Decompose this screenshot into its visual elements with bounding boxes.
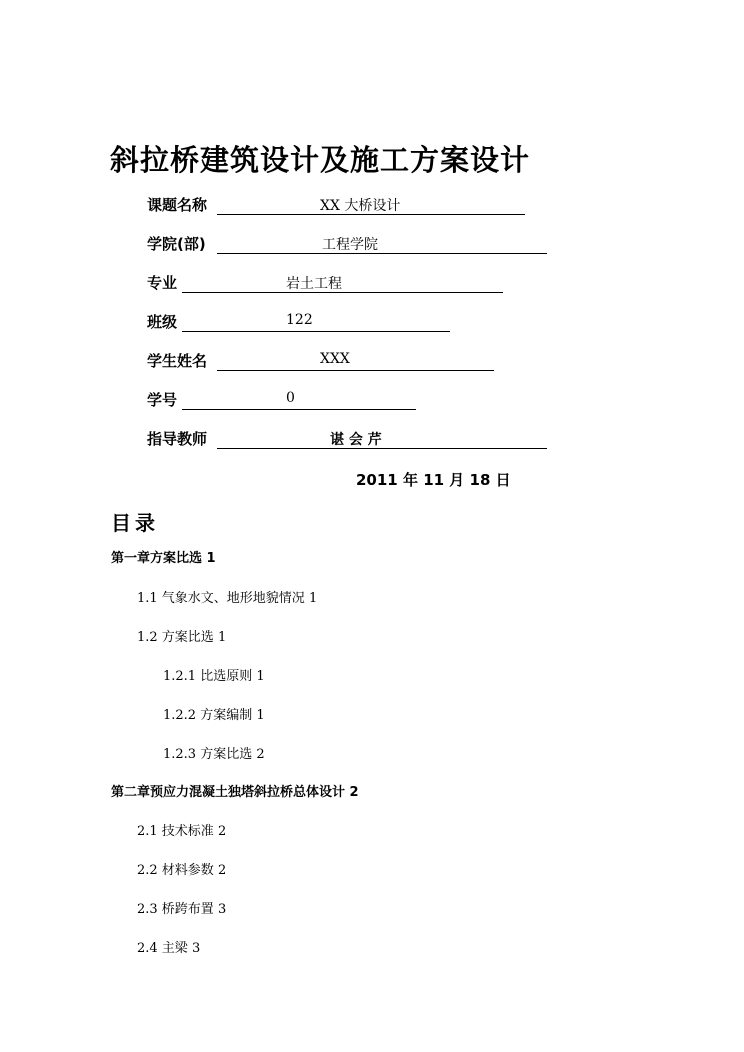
toc-item[interactable]: 1.2.3 方案比选 2 [163, 747, 265, 762]
toc-heading: 目录 [111, 511, 159, 535]
field-value: 谌 会 芹 [330, 432, 382, 448]
field-value: XX 大桥设计 [320, 198, 401, 214]
toc-item[interactable]: 1.2.1 比选原则 1 [163, 669, 265, 684]
underline [217, 253, 547, 254]
toc-item[interactable]: 2.3 桥跨布置 3 [137, 902, 227, 917]
field-value: 工程学院 [322, 237, 378, 253]
underline [182, 331, 450, 332]
field-value: XXX [320, 351, 350, 367]
field-label: 指导教师 [147, 430, 208, 448]
underline [182, 292, 503, 293]
field-label: 专业 [147, 274, 178, 292]
underline [217, 448, 547, 449]
field-value: 122 [286, 312, 313, 328]
toc-item[interactable]: 1.2.2 方案编制 1 [163, 708, 265, 723]
toc-item[interactable]: 第二章预应力混凝土独塔斜拉桥总体设计 2 [111, 785, 359, 800]
underline [217, 370, 494, 371]
field-label: 班级 [147, 313, 178, 331]
document-title: 斜拉桥建筑设计及施工方案设计 [110, 143, 531, 177]
date: 2011 年 11 月 18 日 [356, 471, 511, 489]
field-label: 学号 [147, 391, 178, 409]
field-label: 学生姓名 [147, 352, 208, 370]
field-value: 岩土工程 [286, 276, 342, 292]
toc-item[interactable]: 2.2 材料参数 2 [137, 863, 227, 878]
toc-item[interactable]: 2.4 主梁 3 [137, 941, 201, 956]
toc-item[interactable]: 第一章方案比选 1 [111, 551, 216, 566]
toc-item[interactable]: 1.2 方案比选 1 [137, 630, 227, 645]
field-value: 0 [286, 390, 295, 406]
toc-item[interactable]: 1.1 气象水文、地形地貌情况 1 [137, 591, 318, 606]
field-label: 学院(部) [147, 235, 206, 253]
field-label: 课题名称 [147, 196, 208, 214]
toc-item[interactable]: 2.1 技术标准 2 [137, 824, 227, 839]
underline [182, 409, 416, 410]
